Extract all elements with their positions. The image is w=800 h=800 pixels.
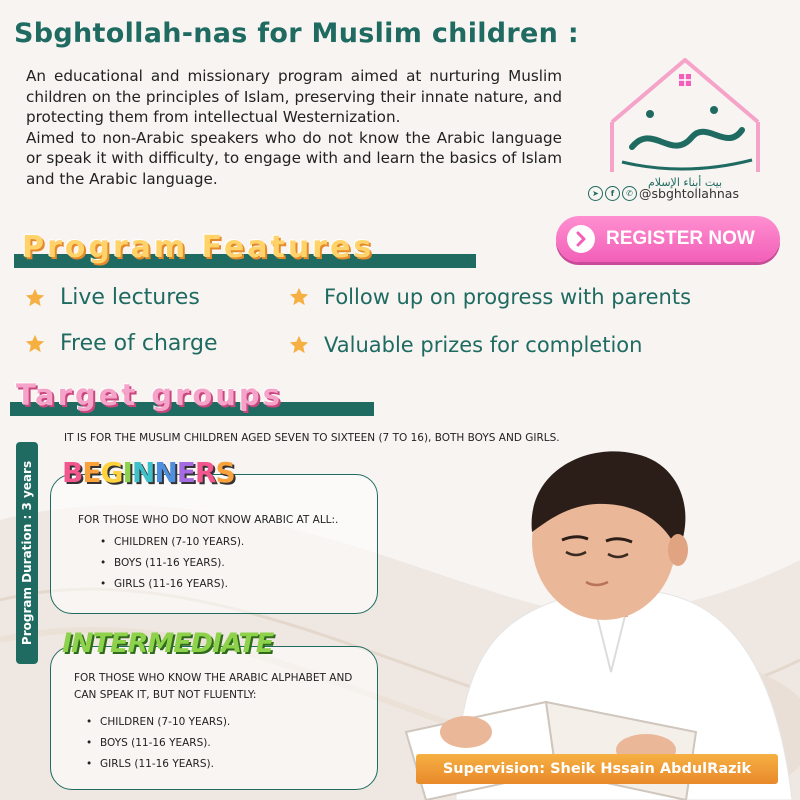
beginners-title-letter: I	[122, 456, 132, 489]
list-item: • GIRLS (11-16 YEARS).	[86, 754, 230, 775]
star-icon	[288, 334, 310, 356]
target-heading: Target groups	[16, 378, 283, 412]
duration-badge	[16, 442, 38, 664]
boy-reading-image	[396, 432, 800, 800]
feature-label: Live lectures	[60, 285, 200, 310]
beginners-title-letter: G	[100, 456, 123, 489]
star-icon	[24, 287, 46, 309]
feature-item	[24, 285, 200, 310]
feature-label: Valuable prizes for completion	[324, 333, 643, 357]
intermediate-intro: FOR THOSE WHO KNOW THE ARABIC ALPHABET AND CAN SPEAK IT, BUT NOT FLUENTLY:	[74, 672, 353, 701]
register-button[interactable]	[556, 216, 780, 262]
beginners-title-letter: N	[154, 456, 177, 489]
intermediate-title: INTERMEDIATE	[62, 628, 274, 659]
social-links	[588, 186, 739, 201]
target-description: IT IS FOR THE MUSLIM CHILDREN AGED SEVEN TO SIXTEEN (7 TO 16), BOTH BOYS AND GIRLS.	[64, 432, 560, 444]
facebook-icon[interactable]: f	[605, 186, 620, 201]
intermediate-list	[86, 712, 230, 775]
supervision-banner: Supervision: Sheik Hssain AbdulRazik	[416, 754, 778, 784]
chevron-right-icon	[567, 225, 595, 253]
beginners-intro: FOR THOSE WHO DO NOT KNOW ARABIC AT ALL:.	[78, 514, 339, 526]
star-icon	[288, 286, 310, 308]
features-heading: Program Features	[22, 230, 375, 265]
beginners-list	[100, 532, 244, 595]
feature-item	[288, 333, 642, 357]
list-item: • CHILDREN (7-10 YEARS).	[86, 712, 230, 733]
social-handle[interactable]: @sbghtollahnas	[639, 186, 739, 201]
whatsapp-icon[interactable]: ✆	[622, 186, 637, 201]
feature-label: Free of charge	[60, 331, 218, 356]
feature-label: Follow up on progress with parents	[324, 285, 692, 309]
page-title: Sbghtollah-nas for Muslim children :	[14, 18, 579, 49]
star-icon	[24, 333, 46, 355]
list-item: • BOYS (11-16 YEARS).	[86, 733, 230, 754]
list-item: • GIRLS (11-16 YEARS).	[100, 574, 244, 595]
duration-label: Program Duration : 3 years	[20, 460, 34, 646]
beginners-title-letter: B	[62, 456, 83, 489]
beginners-title-letter: E	[176, 456, 195, 489]
register-label: REGISTER NOW	[606, 228, 755, 249]
intro-paragraph-2: Aimed to non-Arabic speakers who do not know the Arabic language or speak it with difficulty, to engage with and learn the basics of Islam and the Arabic language.	[26, 128, 562, 188]
beginners-title-letter: N	[131, 456, 155, 489]
house-logo-icon	[592, 52, 778, 182]
telegram-icon[interactable]: ➤	[588, 186, 603, 201]
beginners-title-letter: E	[82, 456, 101, 489]
beginners-title	[62, 456, 235, 489]
intro-paragraph-1: An educational and missionary program aimed at nurturing Muslim children on the principles of Islam, preserving their innate nature, and protecting them from intellectual Westernization.	[26, 67, 562, 127]
intro-text	[26, 66, 562, 190]
logo-subtitle: بيت أبناء الإسلام	[647, 176, 723, 189]
beginners-title-letter: R	[194, 456, 216, 489]
beginners-title-letter: S	[215, 456, 235, 489]
list-item: • BOYS (11-16 YEARS).	[100, 553, 244, 574]
list-item: • CHILDREN (7-10 YEARS).	[100, 532, 244, 553]
feature-item	[24, 331, 218, 356]
feature-item	[288, 285, 691, 309]
